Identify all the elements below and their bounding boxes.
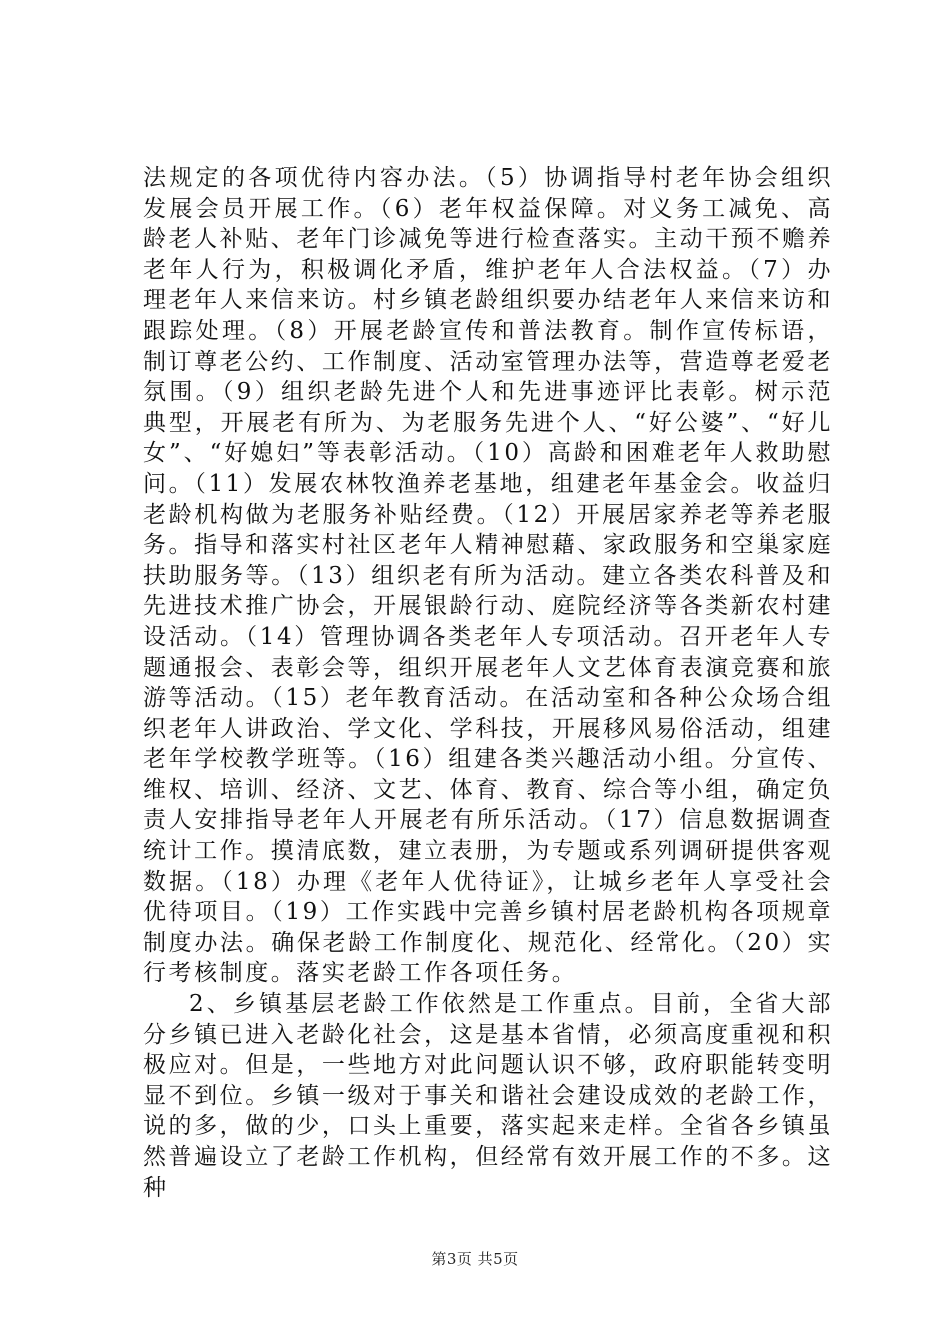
paragraph-rural-elderly-work: 2、乡镇基层老龄工作依然是工作重点。目前，全省大部分乡镇已进入老龄化社会，这是基本省情，必须高度重视和积极应对。但是，一些地方对此问题认识不够，政府职能转变明显不到位。乡镇一级对于事关和谐社会建设成效的老龄工作，说的多，做的少，口头上重要，落实起来走样。全省各乡镇虽然普遍设立了老龄工作机构，但经常有效开展工作的不多。这种 [143,991,833,1201]
paragraph-continuation: 法规定的各项优待内容办法。（5）协调指导村老年协会组织发展会员开展工作。（6）老年权益保障。对义务工减免、高龄老人补贴、老年门诊减免等进行检查落实。主动干预不赡养老年人行为，积极调化矛盾，维护老年人合法权益。（7）办理老年人来信来访。村乡镇老龄组织要办结老年人来信来访和跟踪处理。（8）开展老龄宣传和普法教育。制作宣传标语，制订尊老公约、工作制度、活动室管理办法等，营造尊老爱老氛围。（9）组织老龄先进个人和先进事迹评比表彰。树示范典型，开展老有所为、为老服务先进个人、“好公婆”、“好儿女”、“好媳妇”等表彰活动。（10）高龄和困难老年人救助慰问。（11）发展农林牧渔养老基地，组建老年基金会。收益归老龄机构做为老服务补贴经费。（12）开展居家养老等养老服务。指导和落实村社区老年人精神慰藉、家政服务和空巢家庭扶助服务等。（13）组织老有所为活动。建立各类农科普及和先进技术推广协会，开展银龄行动、庭院经济等各类新农村建设活动。（14）管理协调各类老年人专项活动。召开老年人专题通报会、表彰会等，组织开展老年人文艺体育表演竞赛和旅游等活动。（15）老年教育活动。在活动室和各种公众场合组织老年人讲政治、学文化、学科技，开展移风易俗活动，组建老年学校教学班等。（16）组建各类兴趣活动小组。分宣传、维权、培训、经济、文艺、体育、教育、综合等小组，确定负责人安排指导老年人开展老有所乐活动。（17）信息数据调查统计工作。摸清底数，建立表册，为专题或系列调研提供客观数据。（18）办理《老年人优待证》，让城乡老年人享受社会优待项目。（19）工作实践中完善乡镇村居老龄机构各项规章制度办法。确保老龄工作制度化、规范化、经常化。（20）实行考核制度。落实老龄工作各项任务。 [143,165,833,987]
document-body [143,163,833,1203]
page-footer: 第3页 共5页 [431,1250,519,1268]
